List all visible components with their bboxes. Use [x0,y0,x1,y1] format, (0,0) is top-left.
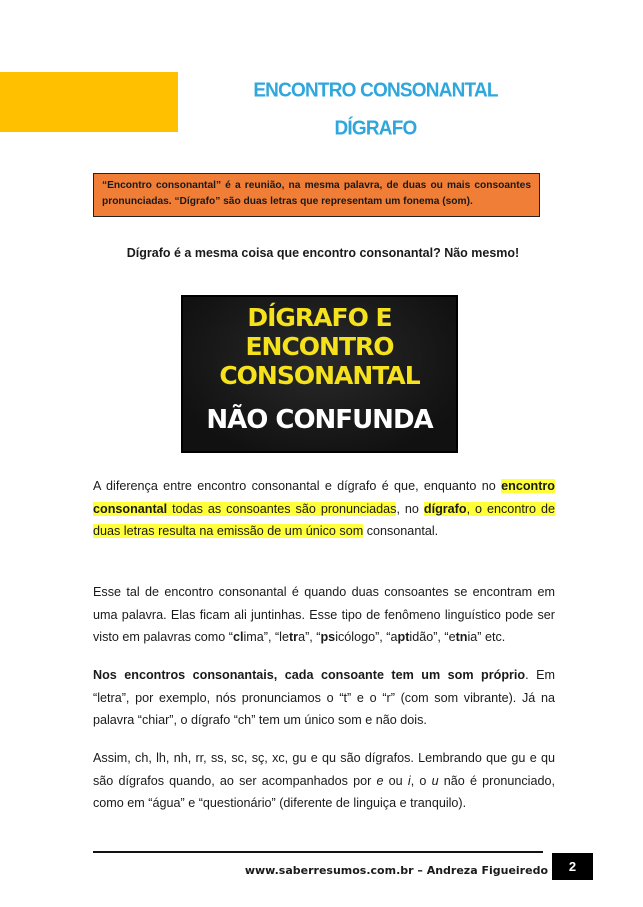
text-span: idão”, “e [409,630,456,644]
banner-line-4: NÃO CONFUNDA [206,405,433,435]
question-heading: Dígrafo é a mesma coisa que encontro consonantal? Não mesmo! [126,246,520,260]
yellow-accent-bar [0,72,178,132]
page-subtitle: DÍGRAFO [334,117,417,140]
banner-line-3: CONSONANTAL [219,361,420,390]
banner-line-1: DÍGRAFO E [247,303,392,332]
text-span: , o [410,773,432,788]
bold-span: ps [320,630,336,644]
paragraph-consonant-cluster [93,581,555,649]
footer-credit: www.saberresumos.com.br – Andreza Figueiredo [244,864,548,877]
definition-box: “Encontro consonantal” é a reunião, na mesma palavra, de duas ou mais consoantes pronunciadas. “Dígrafo” são duas letras que representam um fonema (som). [93,173,540,217]
bold-span: cl [232,630,244,644]
highlight-span: dígrafo [423,501,467,516]
italic-span: e [376,773,384,788]
banner-image [181,295,458,453]
italic-span: i [407,773,411,788]
text-span: ia” etc. [467,630,506,644]
text-span: não é pronunciado, como em “água” e “questionário” (diferente de linguiça e tranquilo). [93,773,555,810]
bold-span: pt [397,630,410,644]
text-span: ima”, “le [243,630,289,644]
italic-span: u [431,773,439,788]
text-span: . Em “letra”, por exemplo, nós pronunciamos o “t” e o “r” (com som vibrante). Já na palavra “chiar”, o dígrafo “ch” tem um único som e não dois. [93,668,555,727]
page-number: 2 [552,853,593,880]
highlight-span: encontro consonantal [93,479,555,516]
text-span: consonantal. [363,524,439,538]
text-span: A diferença entre encontro consonantal e dígrafo é que, enquanto no [93,479,502,493]
paragraph-difference [93,475,555,543]
text-span: Esse tal de encontro consonantal é quando duas consoantes se encontram em uma palavra. Elas ficam ali juntinhas. Esse tipo de fenômeno linguístico pode ser visto em palavras como “ [93,585,555,644]
text-span: icólogo”, “a [335,630,398,644]
text-span: a”, “ [298,630,321,644]
bold-span: Nos encontros consonantais, cada consoante tem um som próprio [93,668,526,682]
highlight-span: todas as consoantes são pronunciadas [167,501,397,516]
banner-line-2: ENCONTRO [245,332,394,361]
text-span: , no [396,501,424,516]
bold-span: tn [455,630,468,644]
text-span: Assim, ch, lh, nh, rr, ss, sc, sç, xc, gu e qu são dígrafos. Lembrando que gu e qu são dígrafos quando, ao ser acompanhados por [93,751,555,788]
paragraph-digraphs-list [93,747,555,815]
footer-divider [93,851,543,853]
page-title: ENCONTRO CONSONANTAL [253,79,498,102]
text-span: ou [383,773,408,788]
highlight-span: , o encontro de duas letras resulta na emissão de um único som [93,501,555,538]
paragraph-own-sound [93,664,555,732]
bold-span: tr [288,630,299,644]
